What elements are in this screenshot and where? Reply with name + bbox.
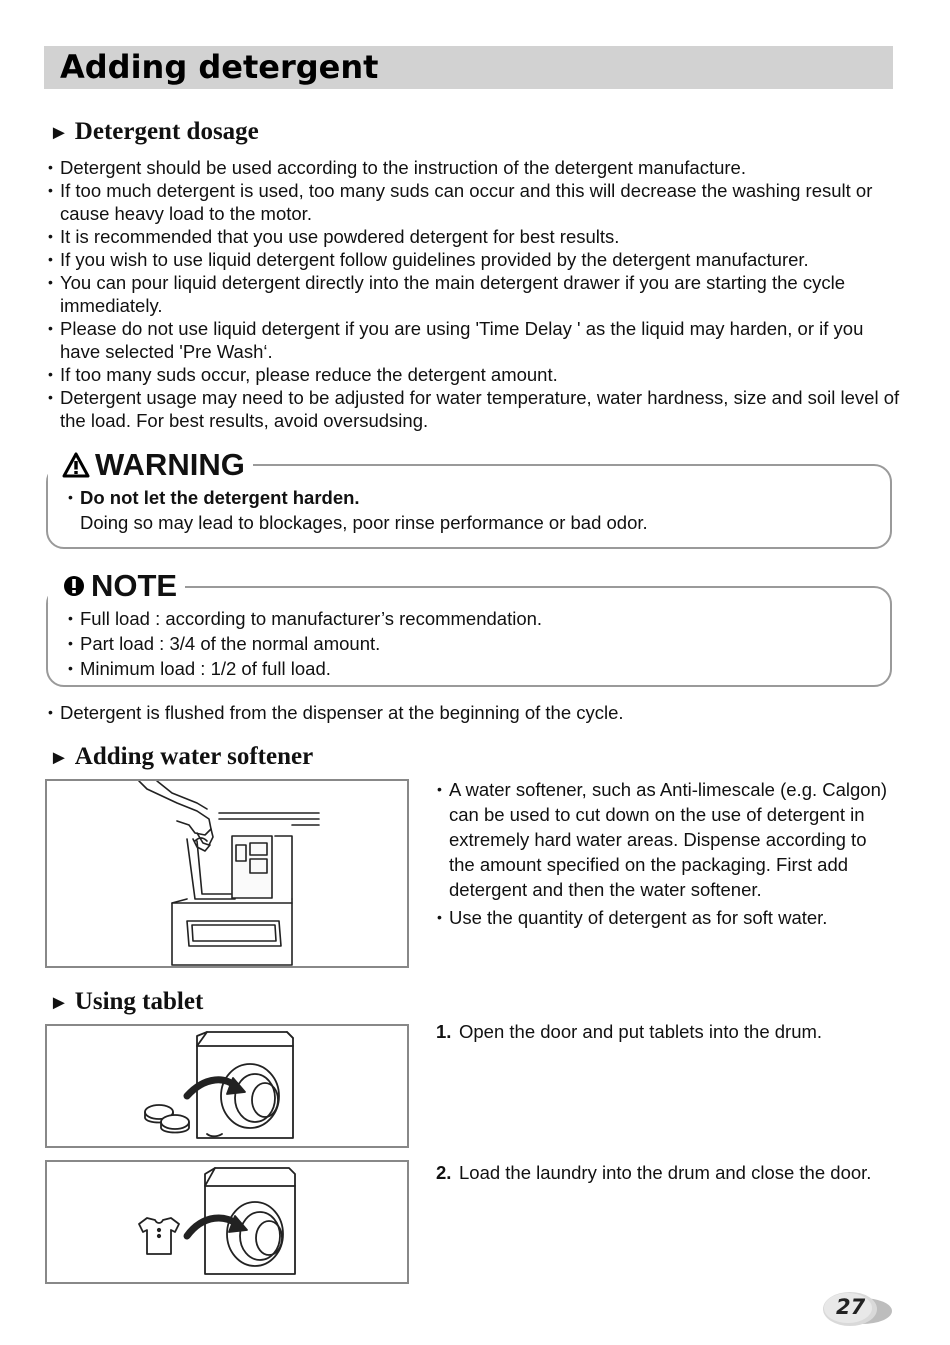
dosage-list — [48, 156, 908, 432]
tablet-step1-illustration — [45, 1024, 409, 1148]
note-item: • Full load : according to manufacturer’s recommendation. — [68, 606, 868, 631]
note-heading — [48, 569, 185, 603]
list-item: • A water softener, such as Anti-limescale (e.g. Calgon) can be used to cut down on the use of detergent in extremely hard water areas. Dispense according to the amount specified on the packaging. First add detergent and then the water softener. — [437, 777, 897, 902]
section-heading-softener — [49, 743, 313, 771]
warning-triangle-icon — [62, 452, 90, 478]
list-item: • Detergent usage may need to be adjusted for water temperature, water hardness, size and soil level of the load. For best results, avoid oversudsing. — [48, 386, 908, 432]
step-text: Open the door and put tablets into the drum. — [459, 1021, 823, 1042]
section-heading-dosage — [49, 118, 259, 146]
page-number: 27 — [836, 1295, 866, 1319]
section-heading-softener-text: Adding water softener — [74, 743, 314, 770]
step-item — [436, 1019, 896, 1044]
warning-item — [68, 485, 868, 535]
washer-laundry-illustration — [47, 1162, 407, 1282]
list-item: • It is recommended that you use powdered detergent for best results. — [48, 225, 908, 248]
list-item: • If too many suds occur, please reduce the detergent amount. — [48, 363, 908, 386]
washer-tablet-illustration — [47, 1026, 407, 1146]
section-heading-dosage-text: Detergent dosage — [74, 118, 259, 145]
title-bar — [44, 46, 893, 89]
page-title: Adding detergent — [60, 48, 379, 86]
step-item — [436, 1160, 896, 1185]
tablet-step2-illustration — [45, 1160, 409, 1284]
warning-text: Doing so may lead to blockages, poor rinse performance or bad odor. — [80, 512, 648, 533]
triangle-bullet-icon: ► — [49, 122, 69, 144]
list-item: • Use the quantity of detergent as for soft water. — [437, 905, 897, 930]
triangle-bullet-icon: ► — [49, 747, 69, 769]
list-item: • If you wish to use liquid detergent follow guidelines provided by the detergent manufacturer. — [48, 248, 908, 271]
section-heading-tablet-text: Using tablet — [74, 988, 204, 1015]
section-heading-tablet — [49, 988, 203, 1016]
note-item: • Minimum load : 1/2 of full load. — [68, 656, 868, 681]
triangle-bullet-icon: ► — [49, 992, 69, 1014]
warning-list — [68, 485, 868, 535]
list-item: • If too much detergent is used, too many suds can occur and this will decrease the washing result or cause heavy load to the motor. — [48, 179, 908, 225]
warning-bold-line: Do not let the detergent harden. — [80, 487, 360, 508]
list-item: • Please do not use liquid detergent if you are using 'Time Delay ' as the liquid may harden, or if you have selected 'Pre Wash‘. — [48, 317, 908, 363]
tablet-step2-list — [436, 1160, 896, 1185]
flush-note: • Detergent is flushed from the dispenser at the beginning of the cycle. — [48, 701, 908, 724]
step-number: 1. — [436, 1021, 452, 1042]
note-item: • Part load : 3/4 of the normal amount. — [68, 631, 868, 656]
note-label: NOTE — [91, 568, 178, 603]
tablet-step1-list — [436, 1019, 896, 1044]
step-number: 2. — [436, 1162, 452, 1183]
note-list — [68, 606, 868, 681]
list-item: • You can pour liquid detergent directly into the main detergent drawer if you are starting the cycle immediately. — [48, 271, 908, 317]
warning-label: WARNING — [95, 447, 245, 482]
note-exclamation-icon — [62, 574, 86, 598]
list-item: • Detergent should be used according to the instruction of the detergent manufacture. — [48, 156, 908, 179]
page-number-badge — [822, 1289, 894, 1329]
warning-heading — [48, 448, 253, 482]
step-text: Load the laundry into the drum and close the door. — [459, 1162, 872, 1183]
softener-list — [437, 777, 897, 930]
detergent-drawer-illustration — [47, 781, 407, 966]
flush-note-list — [48, 701, 908, 724]
softener-illustration — [45, 779, 409, 968]
